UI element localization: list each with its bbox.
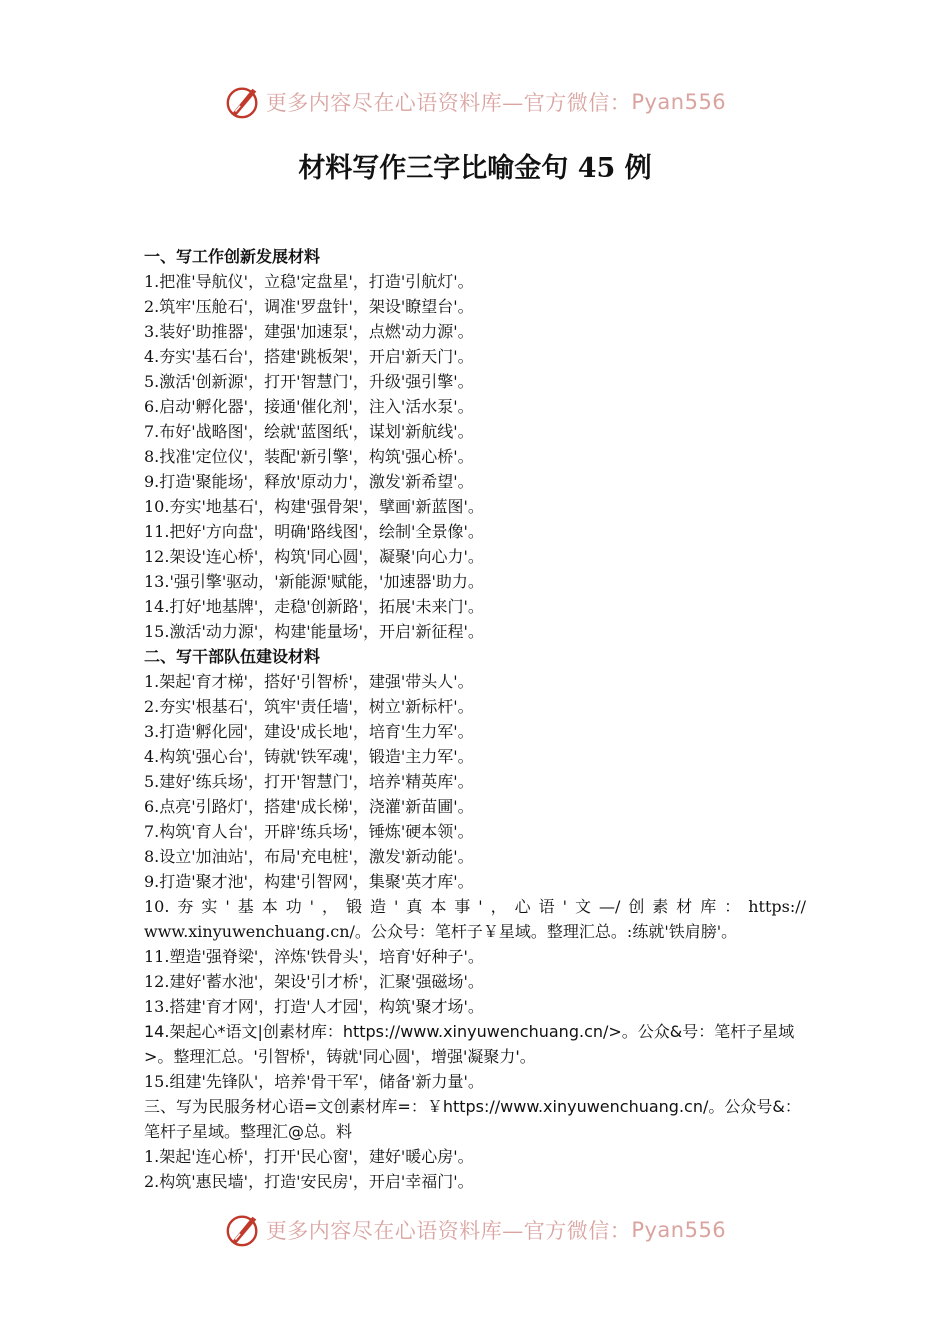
list-item: 3.打造'孵化园'，建设'成长地'，培育'生力军'。 bbox=[144, 722, 474, 741]
list-item: 11.把好'方向盘'，明确'路线图'，绘制'全景像'。 bbox=[144, 522, 484, 541]
list-item: 6.点亮'引路灯'，搭建'成长梯'，浇灌'新苗圃'。 bbox=[144, 797, 474, 816]
list-item: 3.装好'助推器'，建强'加速泵'，点燃'动力源'。 bbox=[144, 322, 474, 341]
banner-wechat-id: Pyan556 bbox=[631, 1218, 727, 1242]
quill-pen-logo-icon bbox=[224, 83, 262, 121]
list-item: 1.把准'导航仪'，立稳'定盘星'，打造'引航灯'。 bbox=[144, 272, 474, 291]
list-item: 12.建好'蓄水池'，架设'引才桥'，汇聚'强磁场'。 bbox=[144, 972, 484, 991]
document-body bbox=[144, 244, 806, 1194]
list-item: 1.架起'连心桥'，打开'民心窗'，建好'暖心房'。 bbox=[144, 1147, 474, 1166]
list-item: 8.设立'加油站'，布局'充电桩'，激发'新动能'。 bbox=[144, 847, 474, 866]
list-item: 7.布好'战略图'，绘就'蓝图纸'，谋划'新航线'。 bbox=[144, 422, 474, 441]
banner-wechat-id: Pyan556 bbox=[631, 90, 727, 114]
section-heading: 一、写工作创新发展材料 bbox=[144, 247, 321, 266]
list-item: 12.架设'连心桥'，构筑'同心圆'，凝聚'向心力'。 bbox=[144, 547, 484, 566]
list-item: 10.夯实'地基石'，构建'强骨架'，擘画'新蓝图'。 bbox=[144, 497, 484, 516]
list-item: 2.构筑'惠民墙'，打造'安民房'，开启'幸福门'。 bbox=[144, 1172, 474, 1191]
list-item: 7.构筑'育人台'，开辟'练兵场'，锤炼'硬本领'。 bbox=[144, 822, 474, 841]
section-heading: 二、写干部队伍建设材料 bbox=[144, 647, 321, 666]
list-item: 2.筑牢'压舱石'，调准'罗盘针'，架设'瞭望台'。 bbox=[144, 297, 474, 316]
list-item: 13.'强引擎'驱动，'新能源'赋能，'加速器'助力。 bbox=[144, 572, 484, 591]
section-heading: 三、写为民服务材心语=文创素材库=：￥https://www.xinyuwenchuang.cn/。公众号&：笔杆子星域。整理汇@总。料 bbox=[144, 1097, 801, 1141]
list-item: www.xinyuwenchuang.cn/。公众号：笔杆子￥星域。整理汇总。:练就'铁肩膀'。 bbox=[144, 922, 738, 941]
list-item: 2.夯实'根基石'，筑牢'责任墙'，树立'新标杆'。 bbox=[144, 697, 474, 716]
list-item: 10.夯实'基本功'，锻造'真本事'，心语'文—/创素材库：https:// bbox=[144, 897, 806, 916]
list-item: 15.激活'动力源'，构建'能量场'，开启'新征程'。 bbox=[144, 622, 484, 641]
list-item: 14.打好'地基牌'，走稳'创新路'，拓展'未来门'。 bbox=[144, 597, 484, 616]
list-item: 8.找准'定位仪'，装配'新引擎'，构筑'强心桥'。 bbox=[144, 447, 474, 466]
quill-pen-logo-icon bbox=[224, 1211, 262, 1249]
list-item: 6.启动'孵化器'，接通'催化剂'，注入'活水泵'。 bbox=[144, 397, 474, 416]
footer-banner bbox=[0, 1210, 950, 1250]
list-item: 5.激活'创新源'，打开'智慧门'，升级'强引擎'。 bbox=[144, 372, 474, 391]
list-item: 5.建好'练兵场'，打开'智慧门'，培养'精英库'。 bbox=[144, 772, 474, 791]
list-item: 13.搭建'育才网'，打造'人才园'，构筑'聚才场'。 bbox=[144, 997, 484, 1016]
list-item: 4.构筑'强心台'，铸就'铁军魂'，锻造'主力军'。 bbox=[144, 747, 474, 766]
list-item: 9.打造'聚能场'，释放'原动力'，激发'新希望'。 bbox=[144, 472, 474, 491]
list-item: 11.塑造'强脊梁'，淬炼'铁骨头'，培育'好种子'。 bbox=[144, 947, 484, 966]
list-item: 1.架起'育才梯'，搭好'引智桥'，建强'带头人'。 bbox=[144, 672, 474, 691]
list-item: 9.打造'聚才池'，构建'引智网'，集聚'英才库'。 bbox=[144, 872, 474, 891]
document-title: 材料写作三字比喻金句 45 例 bbox=[298, 153, 652, 184]
banner-text: 更多内容尽在心语资料库—官方微信： bbox=[265, 91, 632, 115]
banner-text: 更多内容尽在心语资料库—官方微信： bbox=[265, 1219, 632, 1243]
header-banner bbox=[0, 82, 950, 122]
list-item: 14.架起心*语文|创素材库：https://www.xinyuwenchuang.cn/>。公众&号：笔杆子星域>。整理汇总。'引智桥'，铸就'同心圆'，增强'凝聚力'。 bbox=[144, 1022, 795, 1066]
list-item: 15.组建'先锋队'，培养'骨干军'，储备'新力量'。 bbox=[144, 1072, 484, 1091]
list-item: 4.夯实'基石台'，搭建'跳板架'，开启'新天门'。 bbox=[144, 347, 474, 366]
